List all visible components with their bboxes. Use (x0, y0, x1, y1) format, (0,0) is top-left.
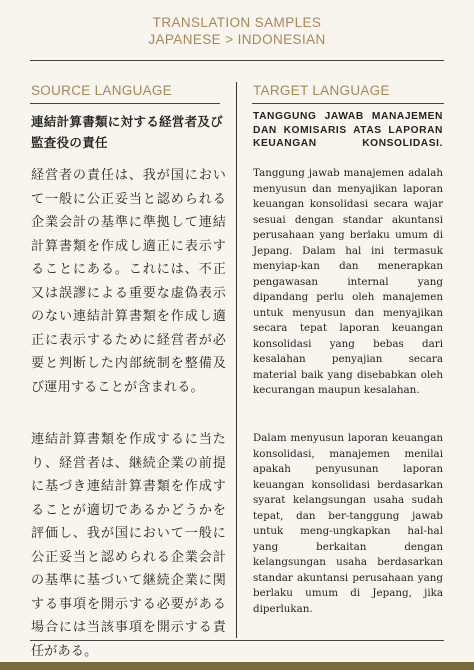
source-paragraph-2: 連結計算書類を作成するに当たり、経営者は、継続企業の前提に基づき連結計算書類を作成することが適切であるかどうかを評価し、我が国において一般に公正妥当と認められる企業会計の基準に基づいて継続企業に関する事項を開示する必要がある場合には当該事項を開示する責任がある。 (31, 432, 226, 659)
footer-bar (0, 662, 474, 670)
target-column-title: TARGET LANGUAGE (253, 83, 390, 98)
target-paragraph-1: Tanggung jawab manajemen adalah menyusun dan menyajikan laporan keuangan konsolidasi secara wajar sesuai dengan standar akuntansi perusahaan yang berlaku umum di Jepang. Dalam hal ini termasuk menyiap-kan dan menerapkan pengawasan internal yang dipandang perlu oleh manajemen untuk menyusun dan menyajikan secara tepat laporan keuangan konsolidasi yang bebas dari kesalahan penyajian secara material baik yang disebabkan oleh kecurangan maupun kesalahan. (253, 167, 443, 396)
document-header (0, 14, 474, 48)
header-subtitle: JAPANESE > INDONESIAN (148, 32, 326, 47)
target-heading: TANGGUNG JAWAB MANAJEMEN DAN KOMISARIS ATAS LAPORAN KEUANGAN KONSOLIDASI. (253, 111, 443, 149)
bottom-divider (30, 640, 444, 641)
source-paragraph-1: 経営者の責任は、我が国において一般に公正妥当と認められる企業会計の基準に準拠して連結計算書類を作成し適正に表示することにある。これには、不正又は誤謬による重要な虚偽表示のない連結計算書類を作成し適正に表示するために経営者が必要と判断した内部統制を整備及び運用することが含まれる。 (31, 168, 226, 395)
target-paragraph-2: Dalam menyusun laporan keuangan konsolidasi, manajemen menilai apakah penyusunan laporan keuangan konsolidasi berdasarkan syarat kelangsungan usaha sudah tepat, dan ber-tanggung jawab untuk meng-ungkapkan hal-hal yang berkaitan dengan kelangsungan usaha berdasarkan standar akuntansi perusahaan yang berlaku umum di Jepang, jika diperlukan. (253, 432, 443, 615)
header-title: TRANSLATION SAMPLES (152, 15, 322, 30)
target-title-divider (252, 103, 444, 104)
source-title-divider (30, 103, 220, 104)
header-divider (30, 60, 444, 61)
column-divider (236, 82, 237, 638)
source-column-title: SOURCE LANGUAGE (31, 83, 173, 98)
source-heading: 連結計算書類に対する経営者及び監査役の責任 (31, 114, 224, 150)
